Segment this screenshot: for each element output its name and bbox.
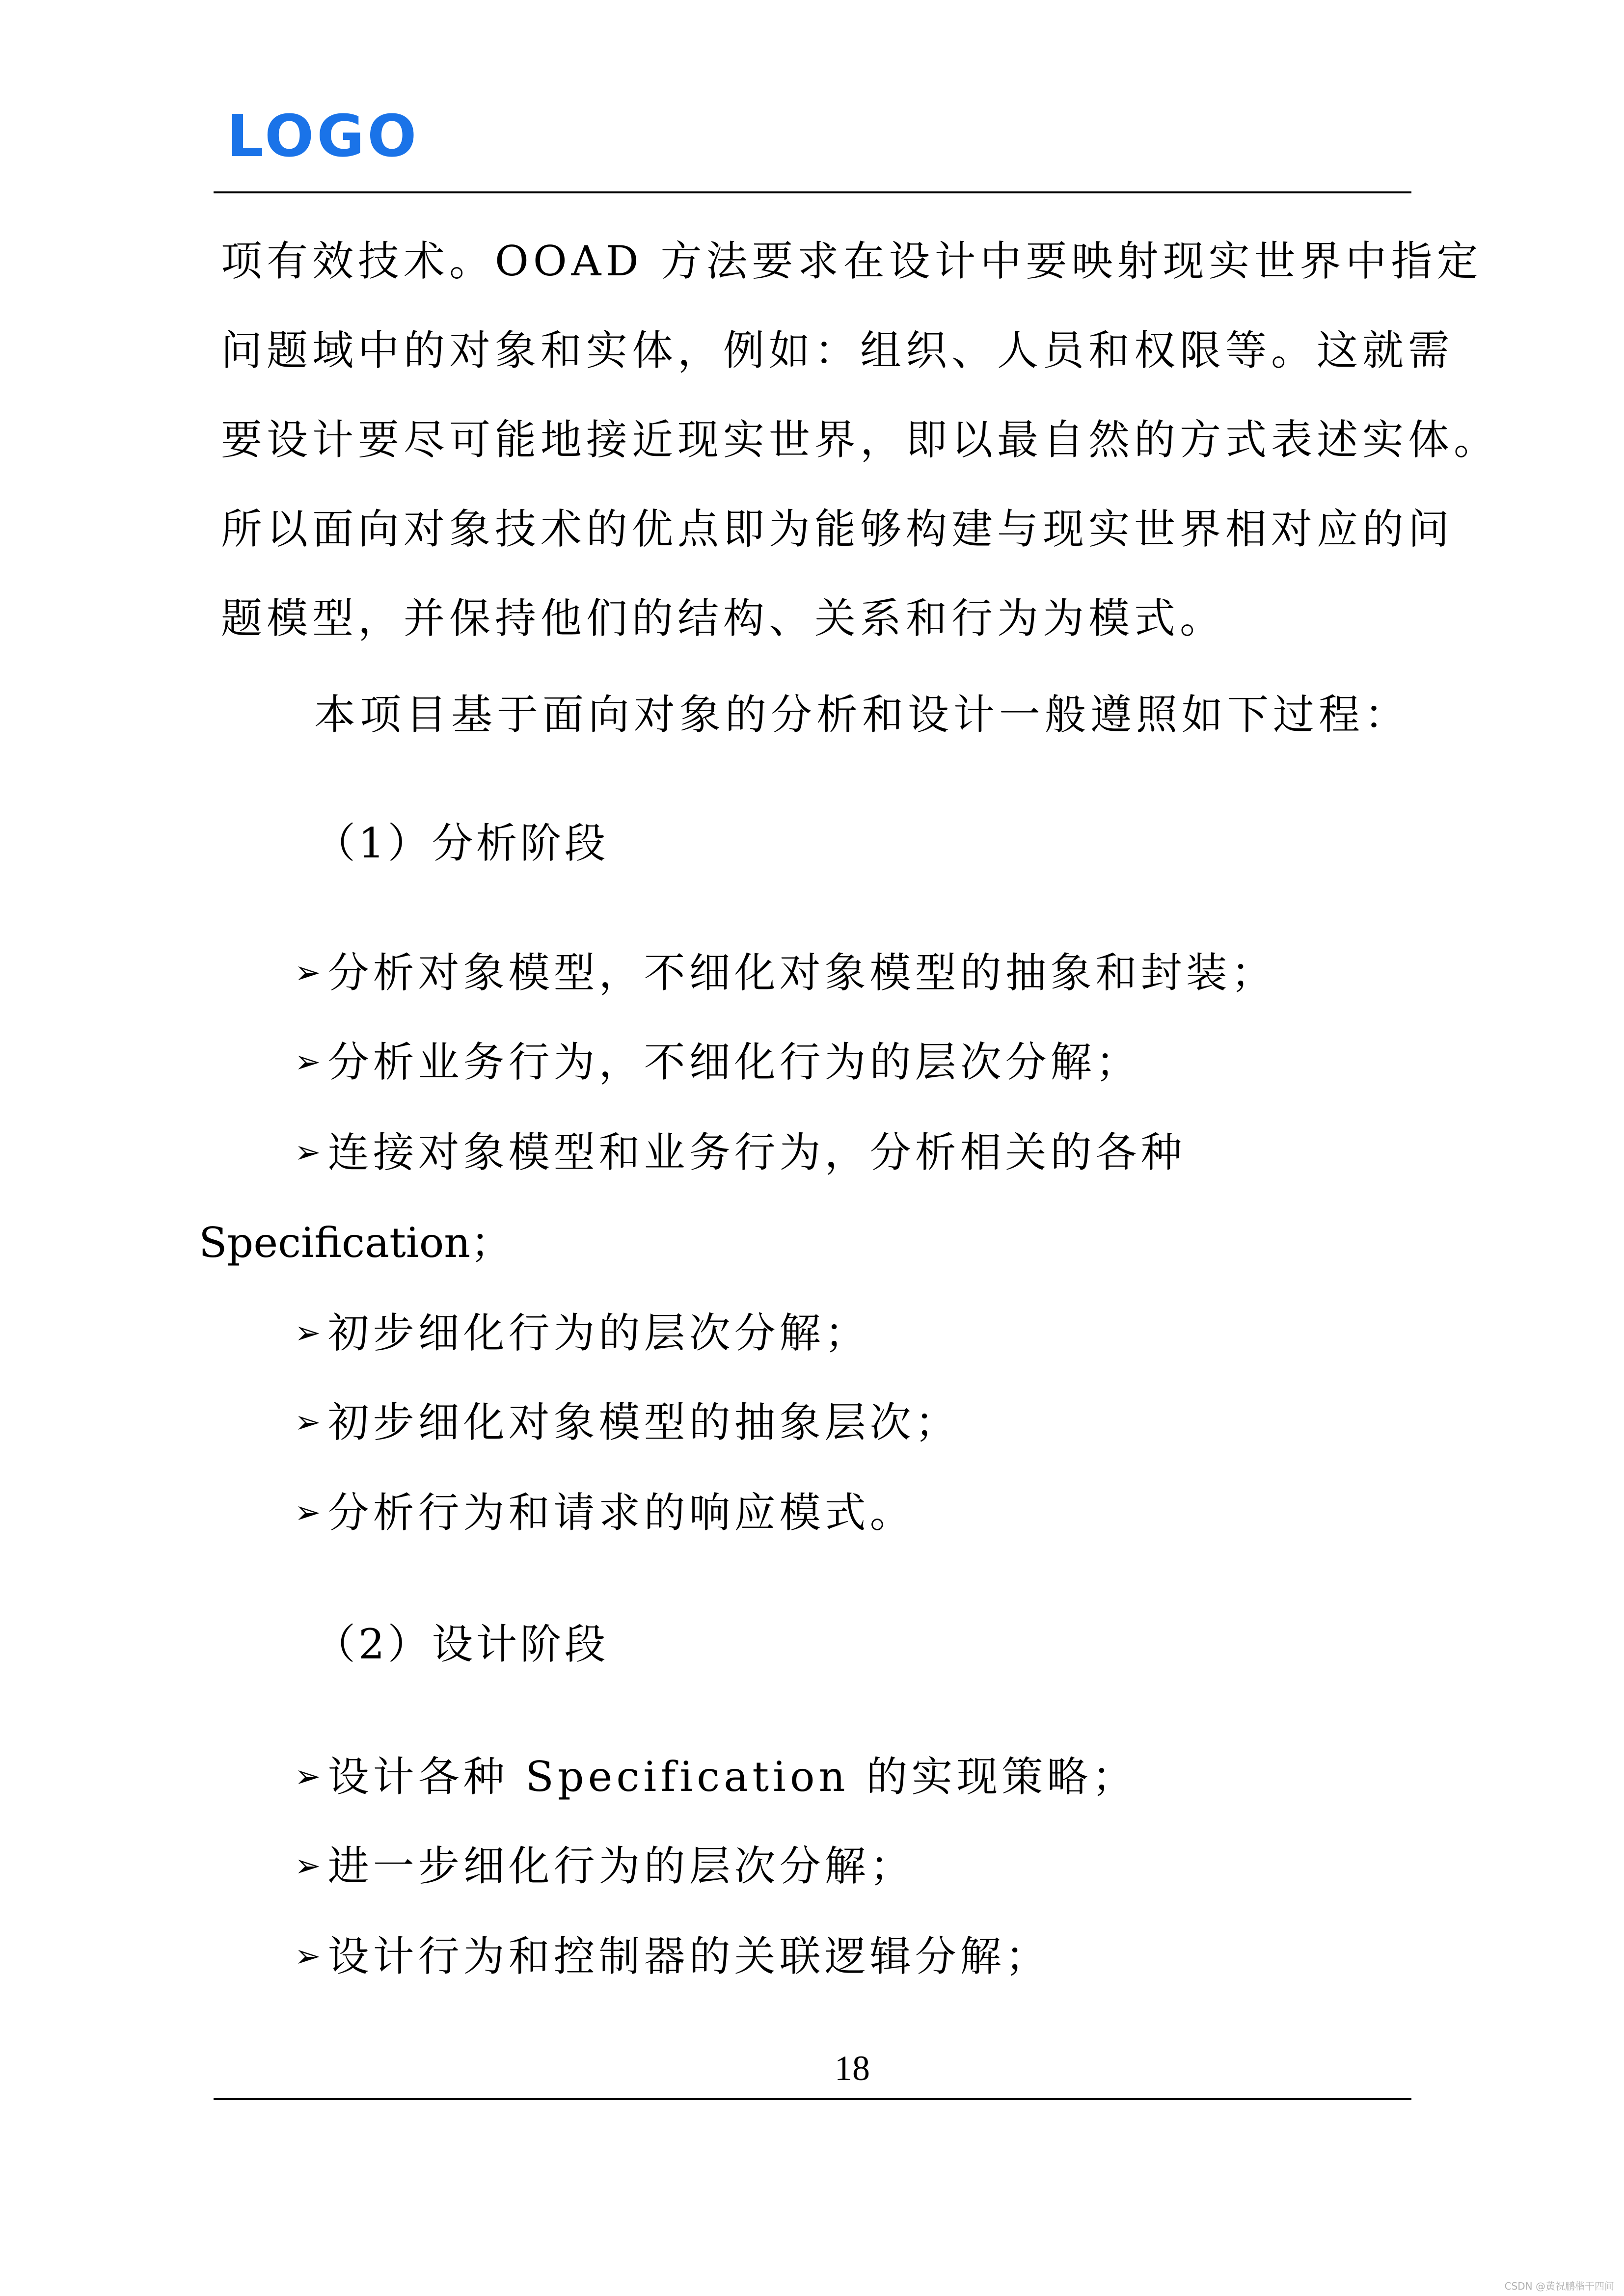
list-item-continuation: Specification；	[199, 1219, 512, 1267]
list-item-text: 初步细化行为的层次分解；	[327, 1309, 870, 1357]
paragraph-line: 题模型，并保持他们的结构、关系和行为为模式。	[221, 594, 1226, 642]
bullet-arrow-icon: ➢	[295, 1315, 325, 1351]
list-item-text: 分析行为和请求的响应模式。	[327, 1489, 915, 1537]
bullet-arrow-icon: ➢	[295, 955, 325, 991]
list-item	[295, 1753, 1137, 1801]
paragraph-line: 要设计要尽可能地接近现实世界，即以最自然的方式表述实体。	[221, 416, 1500, 464]
list-item-text: 连接对象模型和业务行为，分析相关的各种	[327, 1128, 1186, 1176]
list-item	[295, 1489, 915, 1537]
bullet-arrow-icon: ➢	[295, 1495, 325, 1531]
bullet-arrow-icon: ➢	[295, 1044, 325, 1080]
list-item	[295, 1128, 1186, 1176]
list-item-text: 设计各种 Specification 的实现策略；	[327, 1753, 1137, 1801]
section-heading-design: （2）设计阶段	[314, 1620, 609, 1668]
list-item	[295, 1038, 1141, 1086]
list-item	[295, 1398, 960, 1446]
list-item-text: 设计行为和控制器的关联逻辑分解；	[327, 1932, 1051, 1980]
paragraph-line: 所以面向对象技术的优点即为能够构建与现实世界相对应的问	[221, 505, 1454, 553]
header-rule	[214, 191, 1411, 193]
bullet-arrow-icon: ➢	[295, 1848, 325, 1884]
list-item-text: 分析对象模型，不细化对象模型的抽象和封装；	[327, 949, 1276, 997]
list-item-text: 初步细化对象模型的抽象层次；	[327, 1398, 960, 1446]
bullet-arrow-icon: ➢	[295, 1134, 325, 1171]
section-heading-analysis: （1）分析阶段	[314, 819, 609, 867]
paragraph-line: 问题域中的对象和实体，例如：组织、人员和权限等。这就需	[221, 326, 1454, 374]
list-item	[295, 949, 1276, 997]
intro-text: 本项目基于面向对象的分析和设计一般遵照如下过程：	[314, 691, 1410, 739]
footer-rule	[214, 2098, 1411, 2100]
bullet-arrow-icon: ➢	[295, 1938, 325, 1975]
list-item-text: 进一步细化行为的层次分解；	[327, 1842, 915, 1890]
list-item-text: 分析业务行为，不细化行为的层次分解；	[327, 1038, 1141, 1086]
list-item	[295, 1842, 915, 1890]
watermark: CSDN @黄祝鹏楷干四间	[1504, 2280, 1614, 2292]
bullet-arrow-icon: ➢	[295, 1404, 325, 1441]
paragraph-line: 项有效技术。OOAD 方法要求在设计中要映射现实世界中指定	[221, 237, 1483, 285]
list-item	[295, 1309, 870, 1357]
bullet-arrow-icon: ➢	[295, 1759, 325, 1795]
logo: LOGO	[227, 102, 420, 170]
page-number: 18	[835, 2049, 870, 2088]
list-item	[295, 1932, 1051, 1980]
